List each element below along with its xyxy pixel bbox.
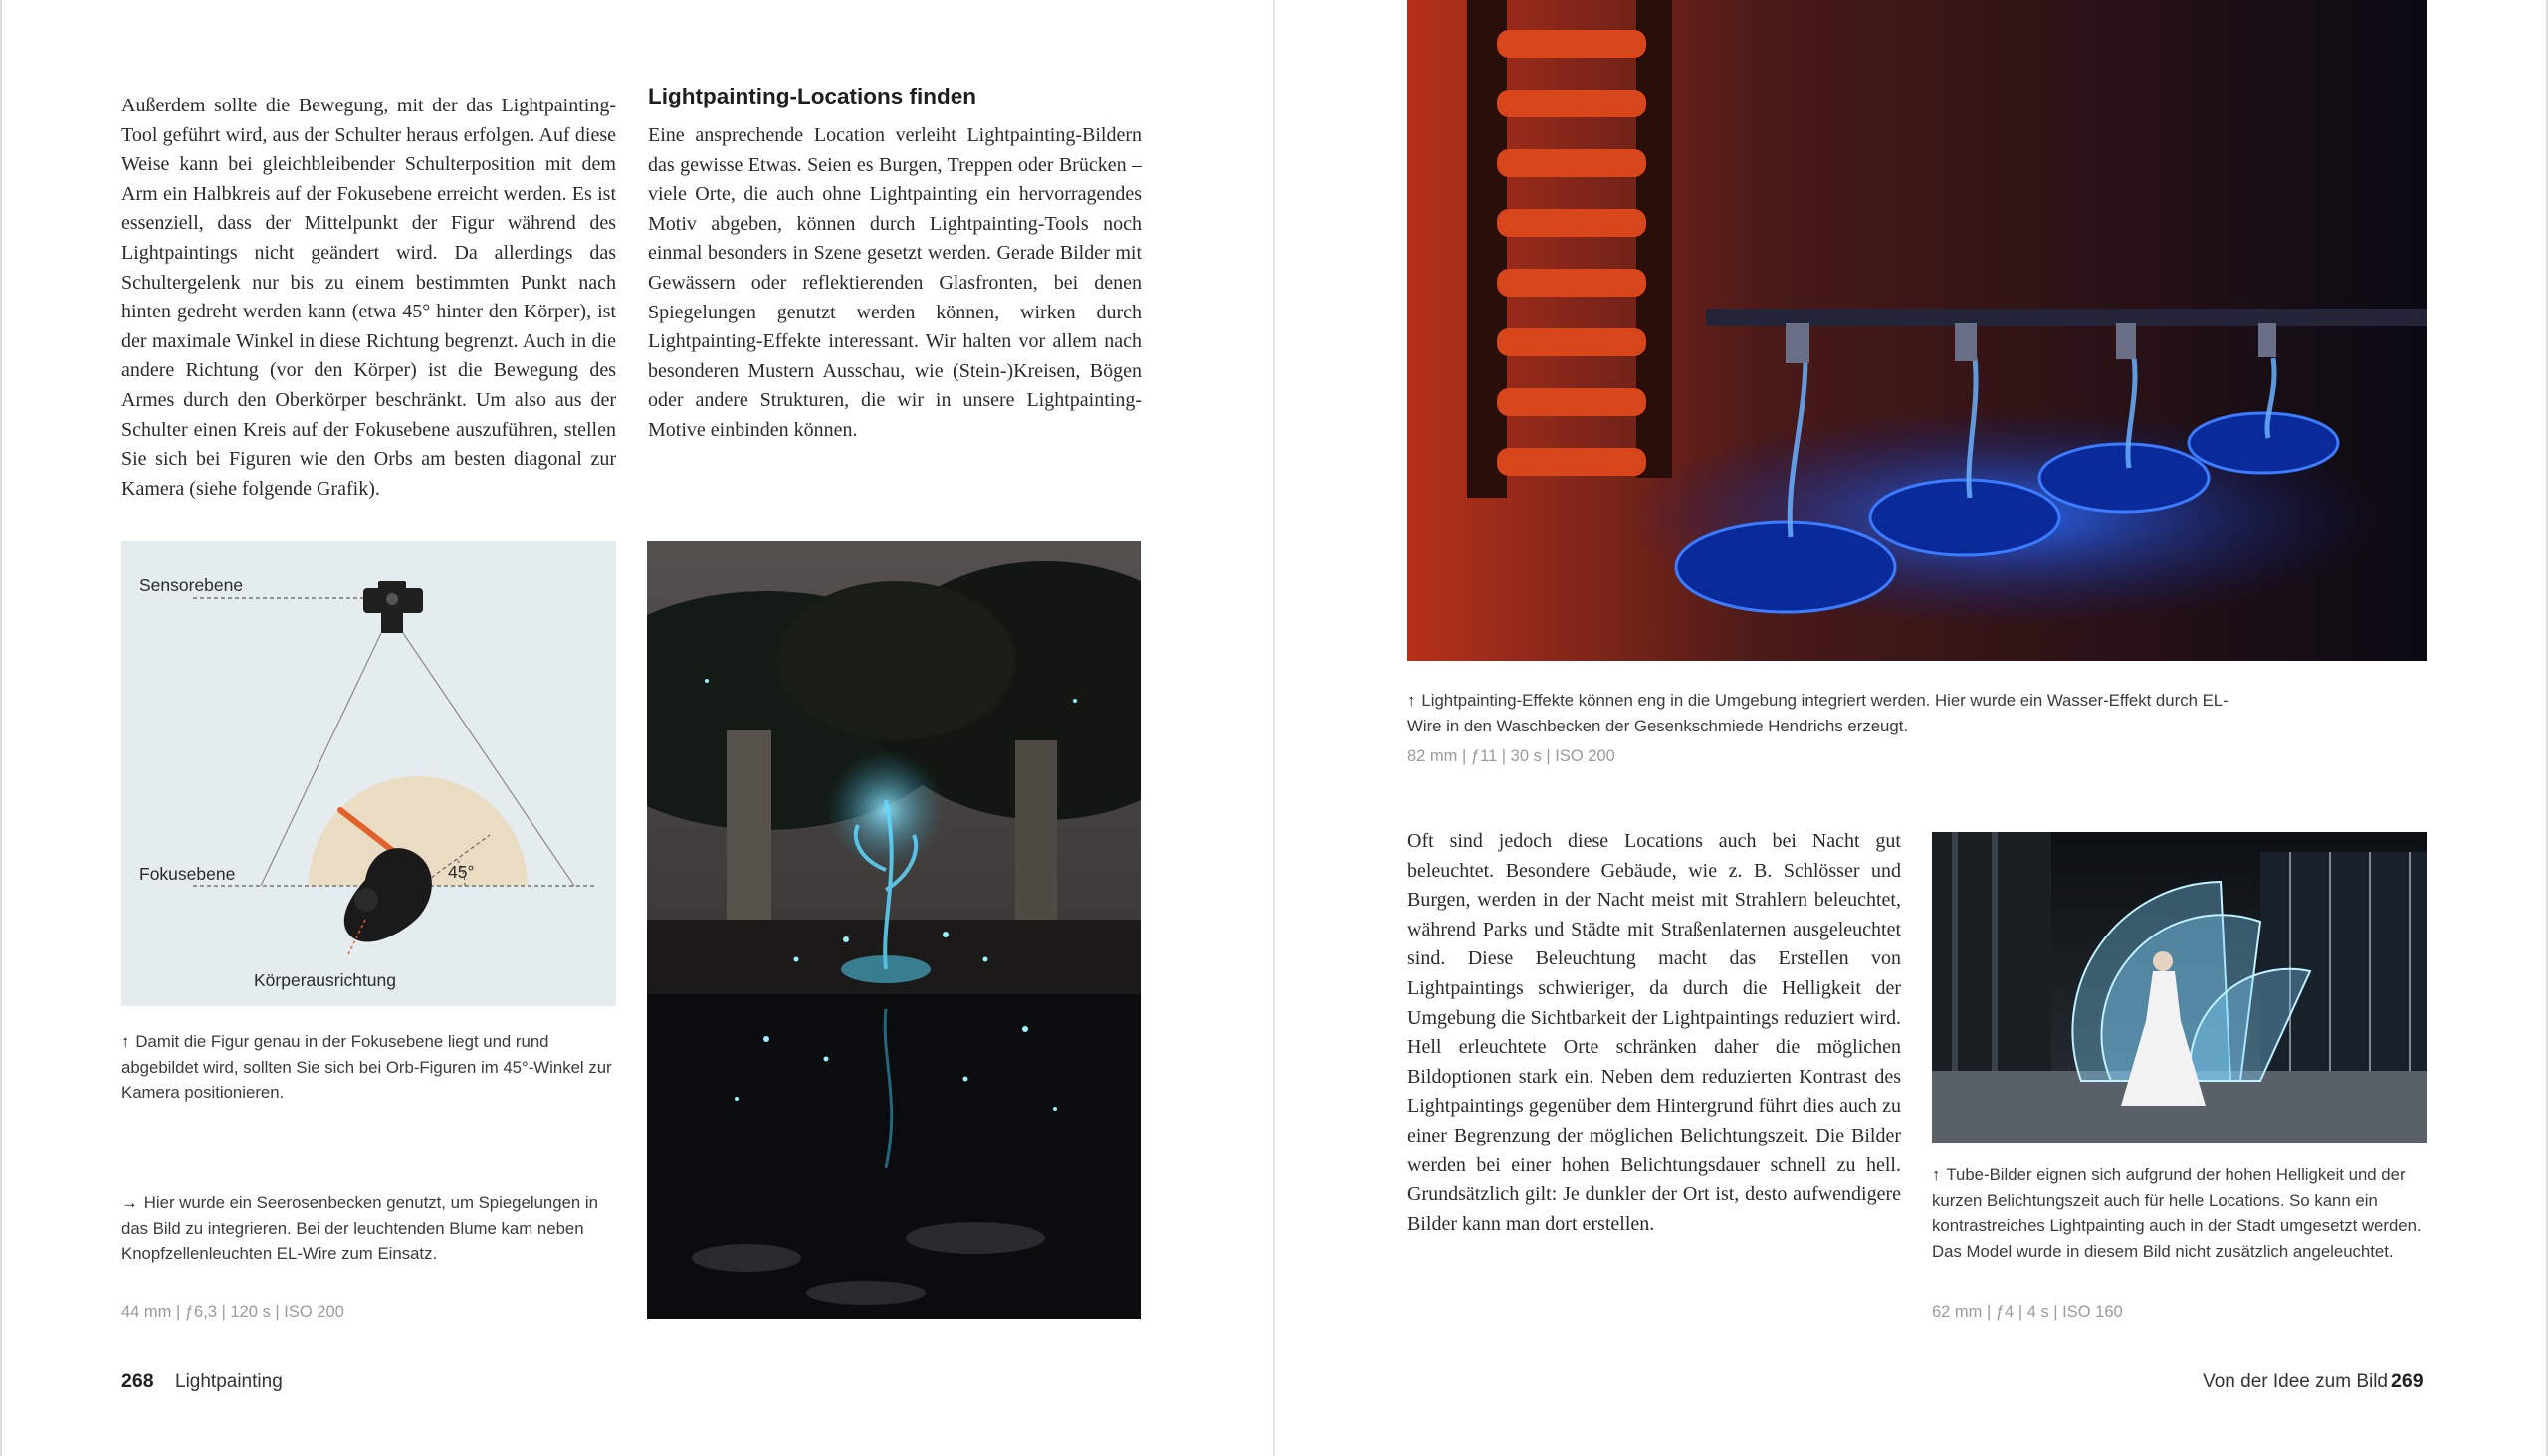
- left-page-edge: [0, 0, 2, 1456]
- sink-photo-caption-text: Lightpainting-Effekte können eng in die Umgebung integriert werden. Hier wurde ein Wasser-Effekt durch EL-Wire in den Waschbecken der Gesenkschmiede Hendrichs erzeugt.: [1407, 691, 2229, 735]
- intro-paragraph: Außerdem sollte die Bewegung, mit der das Lightpainting-Tool geführt wird, aus der Schulter heraus erfolgen. Auf diese Weise kann bei gleichbleibender Schulterposition mit dem Arm ein Halbkreis auf der Fokusebene erreicht werden. Es ist essenziell, dass der Mittelpunkt der Figur während des Lightpaintings nicht geändert wird. Da allerdings das Schultergelenk nur bis zu einem bestimmten Punkt nach hinten gedreht werden kann (etwa 45° hinter den Körper), ist der maximale Winkel in diese Richtung begrenzt. Auch in die andere Richtung (vor den Körper) ist die Bewegung des Armes durch den Oberkörper beschränkt. Um also aus der Schulter einen Kreis auf der Fokusebene auszuführen, stellen Sie sich bei Figuren wie den Orbs am besten diagonal zur Kamera (siehe folgende Grafik).: [121, 95, 616, 500]
- sink-photo-caption: [1407, 688, 2243, 738]
- locations-lighting-paragraph: Oft sind jedoch diese Locations auch bei Nacht gut beleuchtet. Besondere Gebäude, wie z. B. Schlösser und Burgen, werden in der Nacht meist mit Strahlern beleuchtet, während Parks und Städte mit Straßenlaternen ausgeleuchtet sind. Diese Beleuchtung macht das Erstellen von Lightpaintings schwieriger, da durch die Helligkeit der Umgebung die Sichtbarkeit der Lightpaintings reduziert wird. Hell erleuchtete Orte schränken daher die möglichen Bildoptionen stark ein. Neben dem reduzierten Kontrast des Lightpaintings gegenüber dem Hintergrund führt dies auch zu einer Begrenzung der möglichen Belichtungszeit. Die Bilder werden bei einer hohen Belichtungsdauer schnell zu hell. Grundsätzlich gilt: Je dunkler der Ort ist, desto aufwendigere Bilder kann man dort erstellen.: [1407, 830, 1901, 1235]
- tube-bride-photo: [1932, 832, 2427, 1143]
- tube-photo-meta: 62 mm | ƒ4 | 4 s | ISO 160: [1932, 1303, 2123, 1321]
- diagram-label-angle: 45°: [448, 862, 475, 882]
- camera-icon: [363, 581, 423, 633]
- pond-photo-caption: [121, 1190, 609, 1267]
- orb-position-diagram: [121, 541, 616, 1006]
- pond-flower-photo: [647, 541, 1141, 1319]
- diagram-label-body: Körperausrichtung: [254, 970, 396, 990]
- diagram-caption-text: Damit die Figur genau in der Fokusebene liegt und rund abgebildet wird, sollten Sie sich bei Orb-Figuren im 45°-Winkel zur Kamera positionieren.: [121, 1032, 612, 1102]
- sink-water-effect-photo: [1407, 0, 2427, 661]
- arrow-right-icon: →: [121, 1193, 138, 1212]
- tube-photo-caption-text: Tube-Bilder eignen sich aufgrund der hohen Helligkeit und der kurzen Belichtungszeit auch für helle Locations. So kann ein kontrastreiches Lightpainting auch in der Stadt umgesetzt werden. Das Model wurde in diesem Bild nicht zusätzlich angeleuchtet.: [1932, 1165, 2422, 1261]
- arrow-up-icon: ↑: [1932, 1165, 1941, 1184]
- section-paragraph: Eine ansprechende Location verleiht Lightpainting-Bildern das gewisse Etwas. Seien es Burgen, Treppen oder Brücken – viele Orte, die auch ohne Lightpainting ein hervorragendes Motiv abgeben, können durch Lightpainting-Tools noch einmal besonders in Szene gesetzt werden. Gerade Bilder mit Gewässern oder reflektierenden Glasfronten, bei denen Spiegelungen genutzt werden können, wirken durch Lightpainting-Effekte interessant. Wir halten vor allem nach besonderen Mustern Ausschau, wie (Stein-)Kreisen, Bögen oder andere Strukturen, die wir in unsere Lightpainting-Motive einbinden können.: [648, 124, 1142, 441]
- diagram-label-focus: Fokusebene: [139, 864, 236, 884]
- pond-photo-meta: 44 mm | ƒ6,3 | 120 s | ISO 200: [121, 1303, 344, 1321]
- diagram-label-sensor: Sensorebene: [139, 575, 244, 595]
- arrow-up-icon: ↑: [121, 1032, 130, 1051]
- tube-photo-caption: [1932, 1162, 2427, 1264]
- arrow-up-icon: ↑: [1407, 691, 1416, 710]
- page-number-right: 269: [2391, 1370, 2424, 1392]
- diagram-caption: [121, 1029, 616, 1106]
- page-number-left: 268: [121, 1370, 154, 1392]
- sink-photo-meta: 82 mm | ƒ11 | 30 s | ISO 200: [1407, 747, 1615, 765]
- pond-photo-caption-text: Hier wurde ein Seerosenbecken genutzt, um Spiegelungen in das Bild zu integrieren. Bei der leuchtenden Blume kam neben Knopfzellenleuchten EL-Wire zum Einsatz.: [121, 1193, 598, 1263]
- spread-gutter: [1273, 0, 1275, 1456]
- running-title-right: Von der Idee zum Bild: [2203, 1371, 2388, 1392]
- running-title-left: Lightpainting: [175, 1371, 283, 1392]
- section-heading: Lightpainting-Locations finden: [648, 84, 976, 108]
